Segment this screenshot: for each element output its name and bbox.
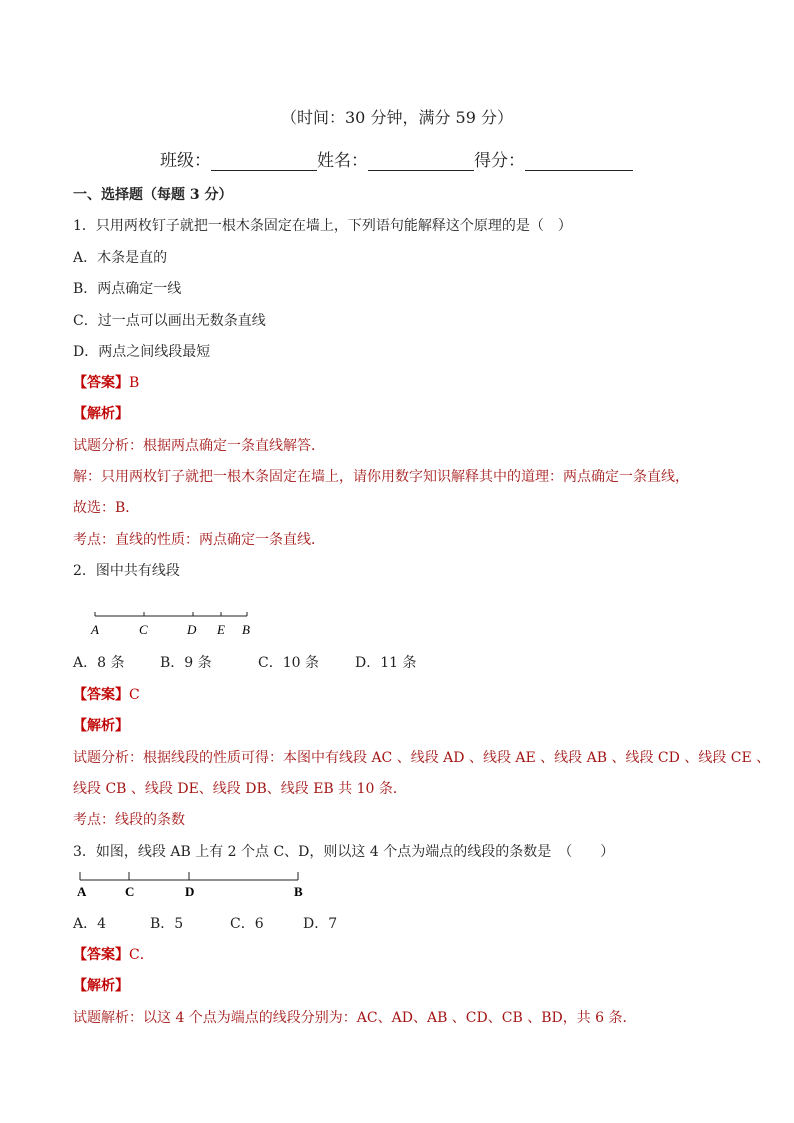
- q2-analysis-label: 【解析】: [73, 718, 129, 734]
- question-2-stem: 2．图中共有线段: [73, 563, 180, 579]
- q2-point-b: B: [242, 622, 250, 637]
- q3-point-c: C: [125, 884, 135, 899]
- score-field[interactable]: [525, 150, 633, 171]
- q2-point-d: D: [187, 622, 197, 637]
- question-3-stem: 3．如图，线段 AB 上有 2 个点 C、D，则以这 4 个点为端点的线段的条数是 （ ）: [73, 844, 615, 860]
- q3-option-c: C．6: [230, 916, 264, 932]
- q1-kaodian: 考点：直线的性质：两点确定一条直线．: [73, 532, 325, 548]
- q1-analysis-label: 【解析】: [73, 406, 129, 422]
- answer-value: B: [129, 375, 140, 391]
- q2-analysis-line-1: 试题分析：根据线段的性质可得：本图中有线段 AC 、线段 AD 、线段 AE 、线段 AB 、线段 CD 、线段 CE 、: [73, 750, 771, 766]
- q3-option-b: B．5: [150, 916, 184, 932]
- score-label: 得分：: [474, 151, 525, 171]
- q2-answer: [73, 684, 140, 704]
- student-info-line: [160, 146, 633, 171]
- name-label: 姓名：: [317, 151, 368, 171]
- question-1-stem: 1．只用两枚钉子就把一根木条固定在墙上，下列语句能解释这个原理的是（ ）: [73, 218, 572, 234]
- q1-solution: 解：只用两枚钉子就把一根木条固定在墙上，请你用数字知识解释其中的道理：两点确定一条直线，: [73, 469, 689, 485]
- answer-label: 【答案】: [73, 375, 129, 391]
- q2-point-e: E: [217, 622, 225, 637]
- q3-segment-diagram: [76, 870, 312, 900]
- q3-answer: [73, 944, 154, 964]
- name-field[interactable]: [368, 150, 474, 171]
- q2-point-a: A: [91, 622, 99, 637]
- q1-choice: 故选：B．: [73, 500, 140, 516]
- q3-options: [73, 913, 337, 933]
- section-title: 一、选择题（每题 3 分）: [73, 187, 233, 203]
- answer-value: C．: [129, 947, 154, 963]
- q1-answer: [73, 372, 139, 392]
- q1-option-b: B．两点确定一线: [73, 281, 182, 297]
- q2-segment-diagram: [88, 608, 258, 640]
- q2-point-c: C: [139, 622, 148, 637]
- q3-option-a: A．4: [73, 916, 107, 932]
- q2-options: [73, 652, 417, 672]
- q2-option-a: A．8 条: [73, 655, 125, 671]
- q1-option-c: C．过一点可以画出无数条直线: [73, 313, 266, 329]
- q1-analysis: 试题分析：根据两点确定一条直线解答．: [73, 438, 325, 454]
- q3-point-a: A: [77, 884, 87, 899]
- q1-option-a: A．木条是直的: [73, 250, 168, 266]
- q3-analysis: 试题解析：以这 4 个点为端点的线段分别为：AC、AD、AB 、CD、CB 、BD，共 6 条．: [73, 1010, 637, 1026]
- q3-point-b: B: [294, 884, 303, 899]
- q2-option-b: B．9 条: [160, 655, 212, 671]
- q2-option-d: D．11 条: [355, 655, 417, 671]
- q3-analysis-label: 【解析】: [73, 978, 129, 994]
- class-field[interactable]: [211, 150, 317, 171]
- q3-option-d: D．7: [303, 916, 338, 932]
- answer-value: C: [129, 687, 140, 703]
- class-label: 班级：: [160, 151, 211, 171]
- q2-kaodian: 考点：线段的条数: [73, 812, 185, 828]
- q3-point-d: D: [185, 884, 195, 899]
- exam-time-info: （时间：30 分钟，满分 59 分）: [281, 108, 513, 127]
- answer-label: 【答案】: [73, 687, 129, 703]
- q1-option-d: D．两点之间线段最短: [73, 344, 211, 360]
- q2-analysis-line-2: 线段 CB 、线段 DE、线段 DB、线段 EB 共 10 条．: [73, 781, 407, 797]
- q2-option-c: C．10 条: [258, 655, 319, 671]
- answer-label: 【答案】: [73, 947, 129, 963]
